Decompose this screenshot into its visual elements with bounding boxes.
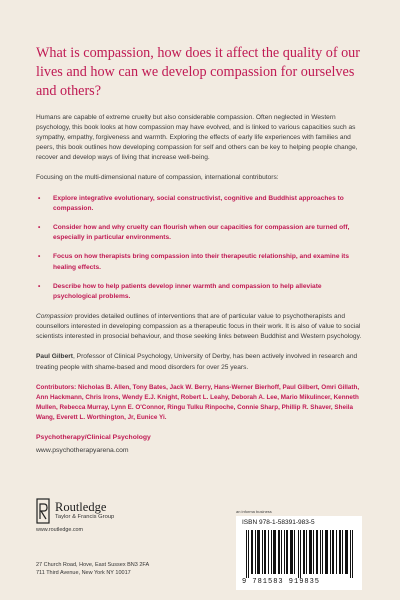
website-link[interactable]: www.psychotherapyarena.com	[36, 447, 129, 455]
contributors	[36, 383, 366, 423]
compassion-paragraph-text: provides detailed outlines of interventions that are of particular value to psychotherapists and counsellors interested in developing compassion as a therapeutic focus in their work. It is also of value to social scientists interested in prosocial behaviour, and those seeking links between Buddhist and Western psychology.	[36, 313, 362, 341]
bullet-list	[36, 194, 366, 303]
publisher-block	[36, 498, 236, 533]
publisher-name: Routledge	[55, 500, 107, 514]
publisher-address	[36, 561, 149, 577]
barcode-number: 9 781583 919835	[242, 578, 321, 586]
intro-paragraph: Humans are capable of extreme cruelty but also considerable compassion. Often neglected in Western psychology, this book looks at how compassion may have evolved, and is linked to various capacities such as sympathy, empathy, forgiveness and warmth. Exploring the effects of early life experiences with families and peers, this book outlines how developing compassion for self and others can be key to helping people change, recover and develop ways of living that increase well-being.	[36, 114, 358, 162]
address-line-2: 711 Third Avenue, New York NY 10017	[36, 570, 131, 576]
bullet-text: Explore integrative evolutionary, social constructivist, cognitive and Buddhist approaches to compassion.	[53, 194, 344, 212]
informa-label: an informa business	[236, 509, 272, 514]
bullet-text: Describe how to help patients develop inner warmth and compassion to help alleviate psychological problems.	[53, 282, 322, 300]
author-paragraph	[36, 352, 366, 372]
category-label: Psychotherapy/Clinical Psychology	[36, 434, 151, 442]
routledge-logo	[36, 498, 236, 524]
contributors-names: Nicholas B. Allen, Tony Bates, Jack W. Berry, Hans-Werner Bierhoff, Paul Gilbert, Omri Gillath, Ann Hackmann, Chris Irons, Wendy E.J. Knight, Robert L. Leahy, Deborah A. Lee, Mario Mikulincer, Kenneth Mullen, Rebecca Murray, Lynn E. O'Connor, Ringu Tulku Rinpoche, Connie Sharp, Phillip R. Shaver, Sheila Wang, Everett L. Worthington, Jr, Eunice Yi.	[36, 383, 360, 421]
bullet-text: Focus on how therapists bring compassion into their therapeutic relationship, and examine its healing effects.	[53, 253, 350, 271]
publisher-url[interactable]: www.routledge.com	[36, 527, 84, 533]
author-name: Paul Gilbert	[36, 353, 74, 361]
headline: What is compassion, how does it affect the quality of our lives and how can we develop compassion for ourselves and others?	[36, 45, 361, 99]
main-content	[36, 44, 366, 456]
isbn-barcode-block	[236, 516, 362, 590]
isbn-number: ISBN 978-1-58391-983-5	[242, 519, 315, 526]
contributors-label: Contributors:	[36, 383, 77, 391]
bullet-dot-icon: •	[38, 194, 41, 202]
barcode-icon	[244, 530, 356, 578]
address-line-1: 27 Church Road, Hove, East Sussex BN3 2FA	[36, 562, 150, 568]
bullet-dot-icon: •	[38, 282, 41, 290]
focus-intro: Focusing on the multi-dimensional nature of compassion, international contributors:	[36, 174, 279, 182]
publisher-sub: Taylor & Francis Group	[55, 514, 115, 520]
book-title-word: Compassion	[36, 313, 73, 321]
bullet-item	[36, 223, 366, 243]
bullet-text: Consider how and why cruelty can flourish when our capacities for compassion are turned off, especially in particular environments.	[53, 223, 350, 242]
bullet-dot-icon: •	[38, 223, 41, 231]
compassion-paragraph	[36, 312, 366, 342]
bullet-dot-icon: •	[38, 253, 41, 261]
logo-text	[55, 501, 114, 521]
bullet-item	[36, 282, 366, 302]
author-bio: , Professor of Clinical Psychology, University of Derby, has been actively involved in research and treating people with shame-based and mood disorders for over 25 years.	[36, 353, 358, 371]
bullet-item	[36, 252, 366, 272]
bullet-item	[36, 194, 366, 214]
routledge-logo-icon	[36, 498, 50, 524]
